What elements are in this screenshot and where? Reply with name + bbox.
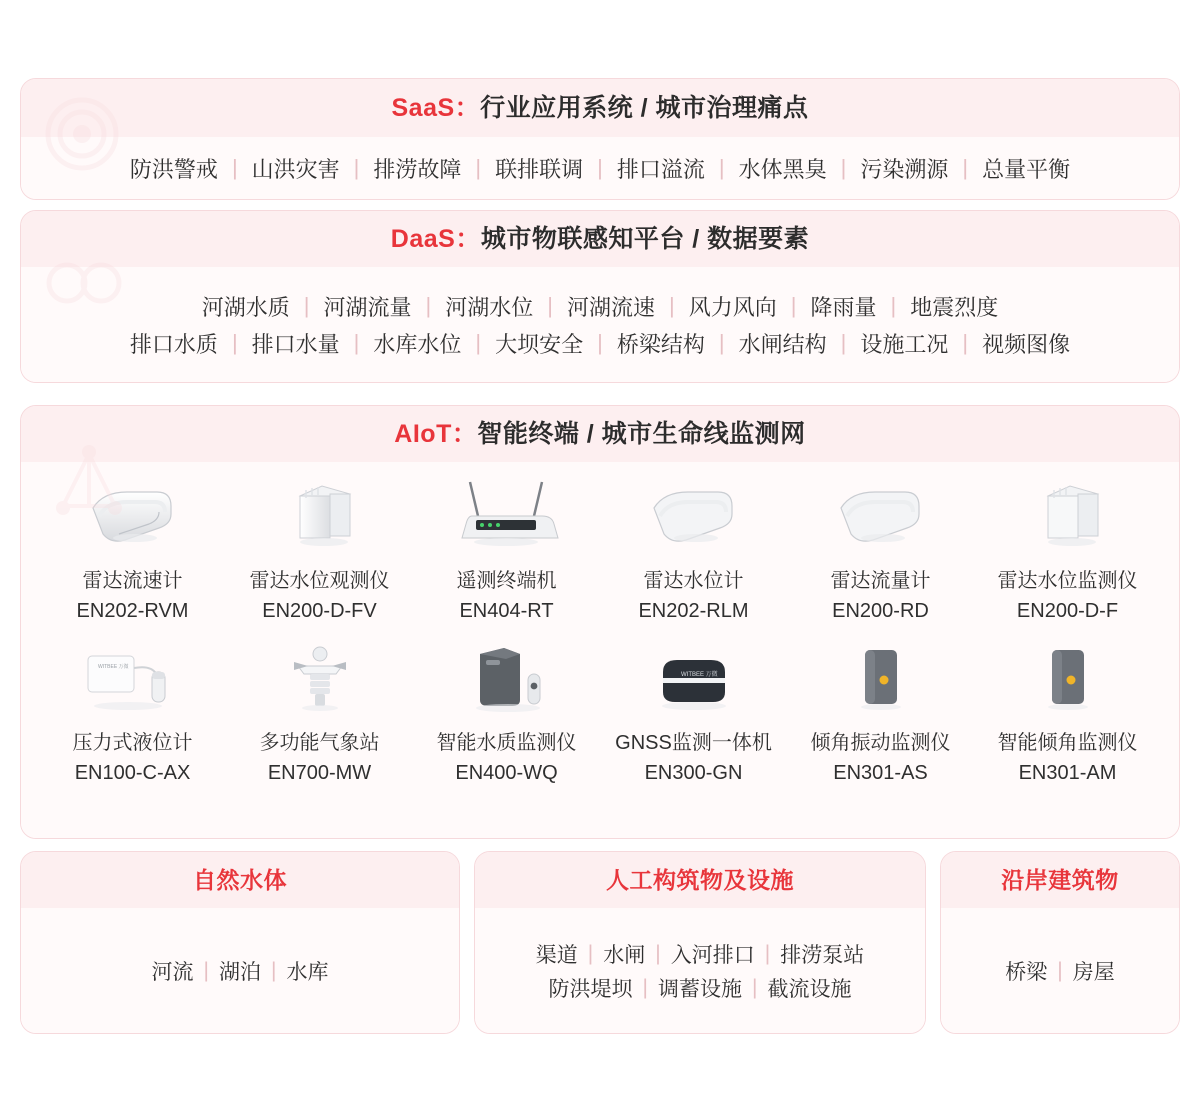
natural-water-tag-row [142,956,339,986]
separator: | [840,330,847,355]
separator: | [597,330,603,355]
artificial-structures-body [475,908,925,1034]
device-model: EN301-AS [833,762,928,784]
separator: | [962,330,969,355]
device-name: 智能倾角监测仪 [997,732,1138,754]
separator: | [231,155,238,180]
device-card[interactable] [413,470,600,626]
separator: | [1057,959,1063,982]
daas-tag[interactable]: 地震烈度 [910,294,999,320]
device-card[interactable] [226,632,413,788]
daas-tag[interactable]: 设施工况 [860,331,949,357]
radar-level-monitor-icon [998,470,1138,556]
saas-tag[interactable]: 联排联调 [495,156,584,182]
device-model: EN301-AM [1018,762,1117,784]
separator: | [203,959,209,982]
device-card[interactable] [974,470,1161,626]
device-model: EN200-D-FV [262,600,377,622]
aiot-title-main: 智能终端 / 城市生命线监测网 [477,420,806,448]
device-name: 压力式液位计 [72,732,193,754]
telemetry-terminal-icon [437,470,577,556]
natural-tag[interactable]: 河流 [151,961,194,984]
device-model: EN404-RT [459,600,554,622]
device-name: 雷达水位监测仪 [997,570,1138,592]
radar-level-meter-icon [624,470,764,556]
daas-tag[interactable]: 桥梁结构 [616,331,705,357]
device-model: EN300-GN [644,762,743,784]
natural-tag[interactable]: 水库 [286,961,329,984]
device-name: 多功能气象站 [259,732,380,754]
device-name: 雷达水位计 [643,570,744,592]
daas-layer-header [21,211,1179,267]
device-model: EN700-MW [267,762,372,784]
buildings-tag-row [995,956,1124,986]
device-name: 智能水质监测仪 [436,732,577,754]
daas-tag[interactable]: 河湖水质 [201,294,290,320]
separator: | [425,293,432,318]
device-grid [21,470,1179,788]
saas-tag[interactable]: 山洪灾害 [251,156,340,182]
device-name: GNSS监测一体机 [615,732,772,754]
separator: | [718,330,725,355]
saas-tag-row [116,153,1084,184]
daas-tag[interactable]: 河湖流量 [323,294,412,320]
daas-title-main: 城市物联感知平台 / 数据要素 [480,225,810,253]
separator: | [353,330,360,355]
device-card[interactable] [226,470,413,626]
radar-flow-meter-icon [811,470,951,556]
natural-water-body [21,908,459,1034]
pressure-level-gauge-icon [63,632,203,718]
saas-title-prefix: SaaS： [391,94,481,122]
daas-tag[interactable]: 大坝安全 [495,331,584,357]
saas-tag[interactable]: 总量平衡 [982,156,1071,182]
device-model: EN202-RVM [76,600,189,622]
separator: | [764,942,771,965]
gnss-monitor-icon [624,632,764,718]
device-name: 雷达水位观测仪 [249,570,390,592]
aiot-layer-header [21,406,1179,462]
natural-water-panel [20,851,460,1034]
separator: | [718,155,725,180]
daas-tag[interactable]: 水库水位 [373,331,462,357]
daas-tag[interactable]: 水闸结构 [738,331,827,357]
separator: | [669,293,675,318]
device-card[interactable] [600,632,787,788]
device-name: 雷达流速计 [82,570,183,592]
separator: | [890,293,897,318]
artificial-tag[interactable]: 入河排口 [670,944,755,967]
daas-tag[interactable]: 河湖水位 [445,294,534,320]
saas-tag[interactable]: 排涝故障 [373,156,462,182]
tilt-vibration-monitor-icon [811,632,951,718]
daas-tag[interactable]: 排口水质 [129,331,218,357]
separator: | [475,155,482,180]
artificial-tag[interactable]: 渠道 [535,944,578,967]
daas-title-prefix: DaaS： [390,225,481,253]
water-quality-monitor-icon [437,632,577,718]
separator: | [962,155,969,180]
riverside-buildings-body [941,908,1179,1034]
separator: | [587,942,594,965]
separator: | [271,959,277,982]
device-model: EN100-C-AX [74,762,191,784]
separator: | [231,330,238,355]
daas-layer-panel [20,210,1180,383]
device-card[interactable] [787,632,974,788]
aiot-layer-panel [20,405,1180,839]
artificial-tag[interactable]: 水闸 [603,944,646,967]
saas-layer-body [21,137,1179,199]
daas-tag-row-2 [116,328,1084,359]
device-card[interactable] [39,632,226,788]
separator: | [840,155,847,180]
radar-level-observer-icon [250,470,390,556]
device-card[interactable] [787,470,974,626]
artificial-tag-row-2 [539,973,862,1003]
separator: | [353,155,360,180]
daas-tag[interactable]: 河湖流速 [566,294,655,320]
device-model: EN400-WQ [455,762,558,784]
device-name: 雷达流量计 [830,570,931,592]
smart-tilt-monitor-icon [998,632,1138,718]
separator: | [655,942,661,965]
separator: | [752,976,758,999]
aiot-layer-body [21,462,1179,838]
building-tag[interactable]: 房屋 [1072,961,1115,984]
separator: | [642,976,648,999]
artificial-structures-panel [474,851,926,1034]
device-card[interactable] [600,470,787,626]
saas-layer-panel [20,78,1180,200]
daas-tag[interactable]: 风力风向 [688,294,777,320]
device-model: EN202-RLM [638,600,749,622]
artificial-tag[interactable]: 排涝泵站 [780,944,865,967]
building-tag[interactable]: 桥梁 [1005,961,1048,984]
device-card[interactable] [413,632,600,788]
daas-layer-body [21,267,1179,382]
artificial-tag-row-1 [526,939,874,969]
device-model: EN200-D-F [1016,600,1119,622]
artificial-tag[interactable]: 调蓄设施 [658,978,742,1001]
daas-tag[interactable]: 视频图像 [982,331,1071,357]
separator: | [547,293,553,318]
radar-velocity-sensor-icon [63,470,203,556]
natural-water-header: 自然水体 [21,852,459,908]
saas-tag[interactable]: 防洪警戒 [129,156,218,182]
device-card[interactable] [39,470,226,626]
svg-text:WITBEE 万微: WITBEE 万微 [680,672,718,678]
daas-tag-row-1 [188,291,1012,322]
saas-title-main: 行业应用系统 / 城市治理痛点 [480,94,809,122]
device-name: 遥测终端机 [456,570,557,592]
device-card[interactable] [974,632,1161,788]
natural-tag[interactable]: 湖泊 [219,961,261,984]
separator: | [303,293,310,318]
device-model: EN200-RD [832,600,929,622]
artificial-tag[interactable]: 截流设施 [767,978,852,1001]
riverside-buildings-header: 沿岸建筑物 [941,852,1179,908]
saas-layer-header [21,79,1179,137]
saas-tag[interactable]: 排口溢流 [616,156,705,182]
weather-station-icon [250,632,390,718]
aiot-title-prefix: AIoT： [394,420,478,448]
daas-tag[interactable]: 排口水量 [251,331,340,357]
riverside-buildings-panel [940,851,1180,1034]
device-name: 倾角振动监测仪 [810,732,951,754]
separator: | [597,155,603,180]
separator: | [475,330,482,355]
daas-tag[interactable]: 降雨量 [810,294,877,320]
saas-tag[interactable]: 水体黑臭 [738,156,827,182]
artificial-tag[interactable]: 防洪堤坝 [548,978,633,1001]
saas-tag[interactable]: 污染溯源 [860,156,949,182]
svg-text:WITBEE 万微: WITBEE 万微 [97,664,129,670]
separator: | [790,293,797,318]
artificial-structures-header: 人工构筑物及设施 [475,852,925,908]
